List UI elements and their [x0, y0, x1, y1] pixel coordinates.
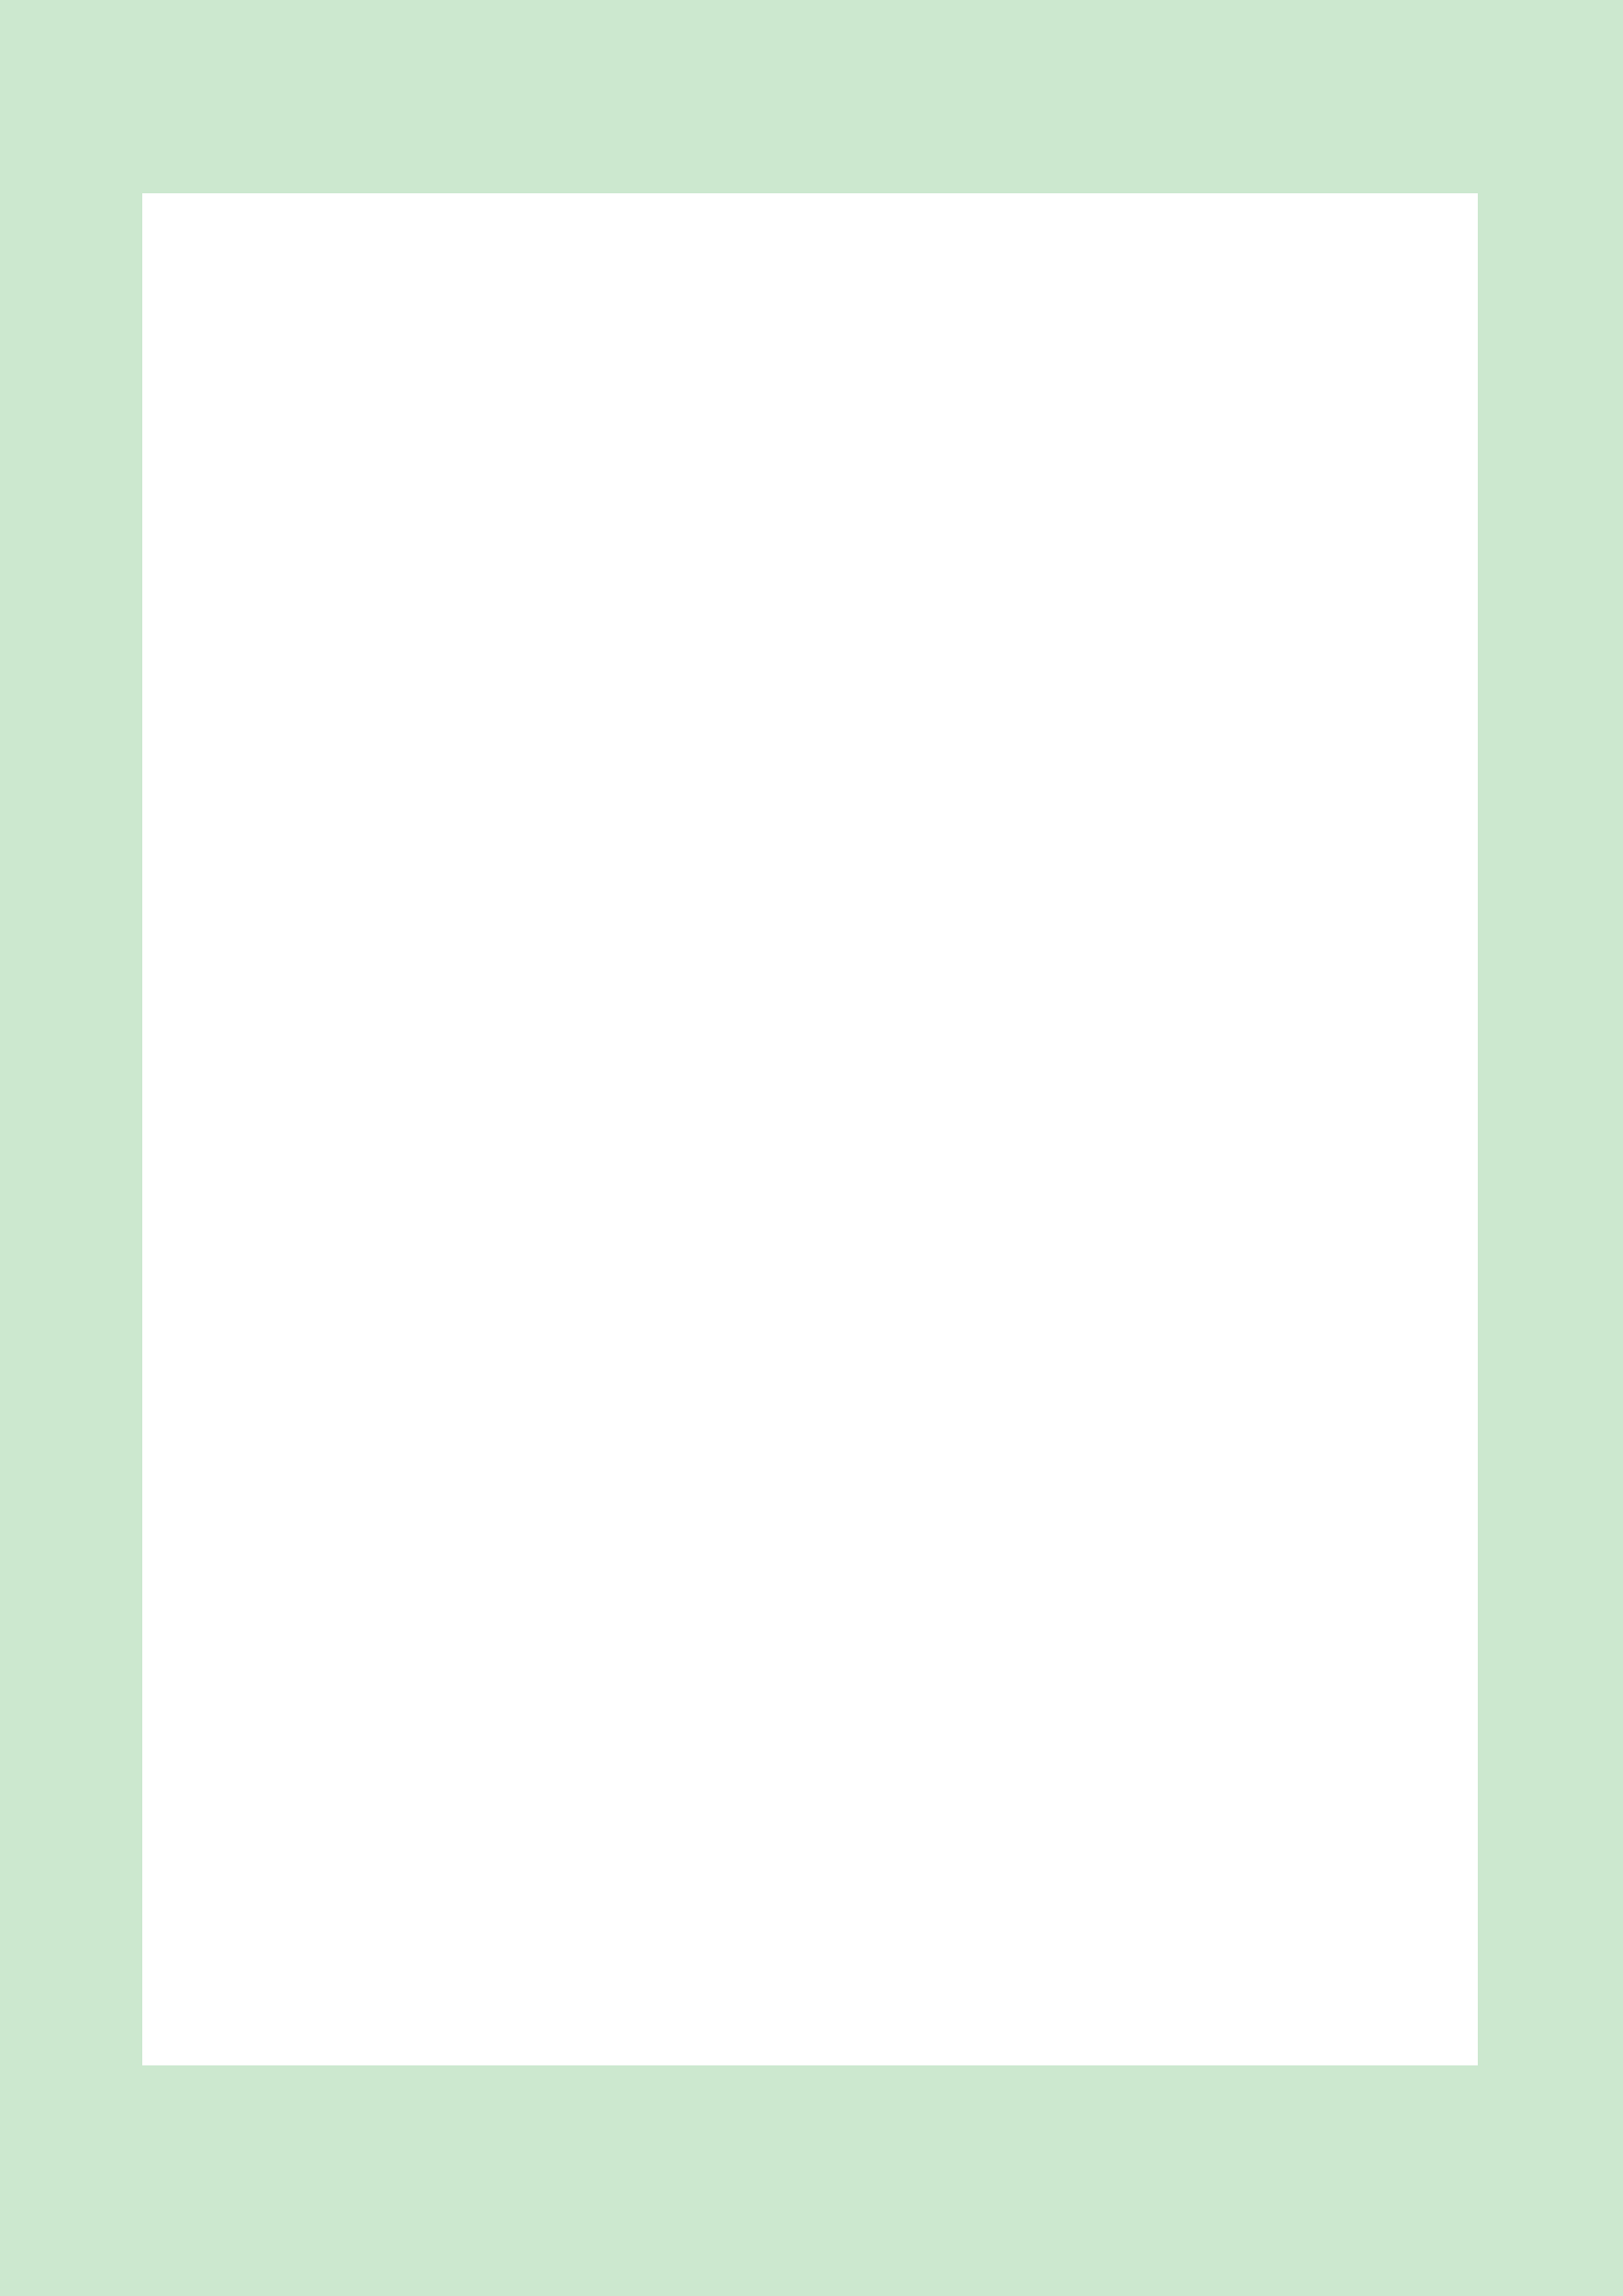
- document-panel: [142, 193, 1478, 2065]
